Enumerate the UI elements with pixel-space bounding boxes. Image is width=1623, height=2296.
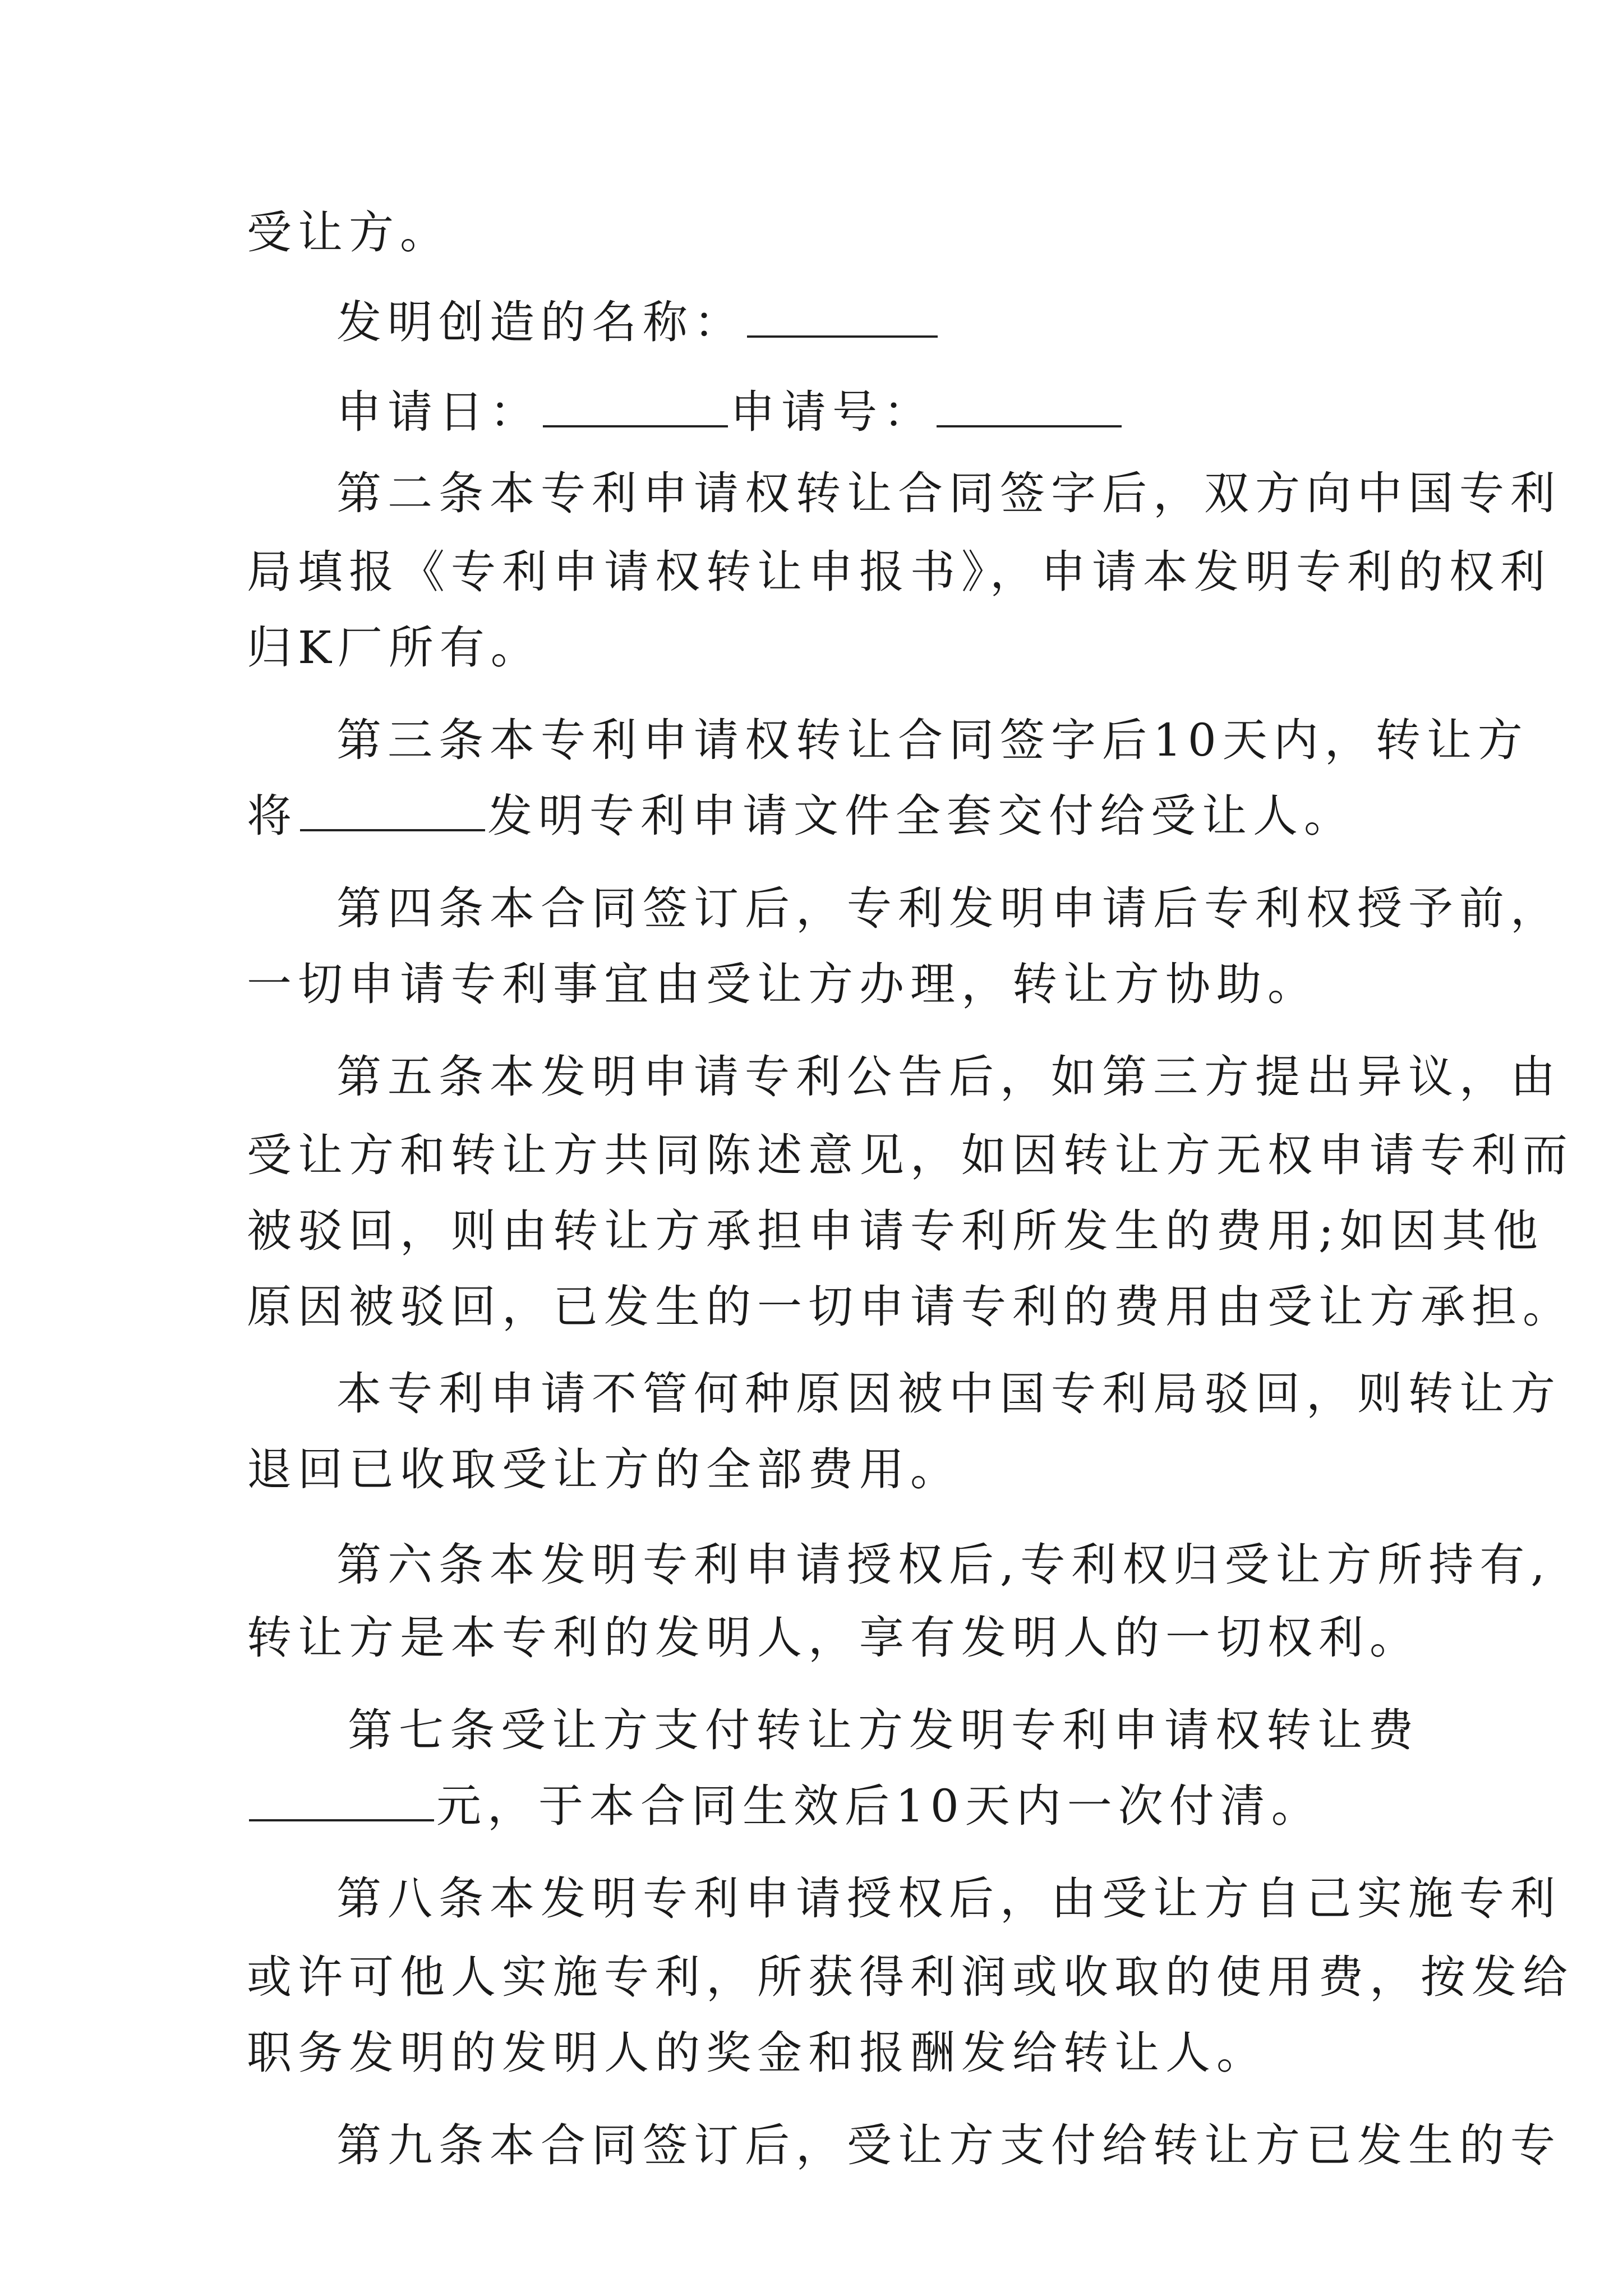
line-text: 第三条本专利申请权转让合同签字后10天内，转让方	[336, 714, 1529, 766]
paragraph-line	[247, 1114, 1574, 1198]
application-number-blank	[937, 392, 1122, 427]
line-text: 第二条本专利申请权转让合同签字后，双方向中国专利	[336, 467, 1561, 519]
application-date-blank	[543, 392, 728, 427]
line-text: 第五条本发明申请专利公告后，如第三方提出异议，由	[336, 1051, 1561, 1103]
line-text: 受让方。	[247, 206, 451, 259]
paragraph-line	[336, 867, 1561, 951]
invention-name-line	[336, 280, 1391, 365]
paragraph-line	[247, 606, 1391, 690]
paragraph-line	[336, 1857, 1561, 1941]
application-number-label: 申请号：	[730, 386, 934, 438]
line-text: 第七条受让方支付转让方发明专利申请权转让费	[348, 1704, 1419, 1756]
paragraph-line	[247, 1935, 1574, 2019]
application-date-number-line	[336, 370, 1391, 454]
line-text: 发明专利申请文件全套交付给受让人。	[487, 790, 1355, 842]
paragraph-line	[336, 698, 1529, 783]
line-text: 将	[247, 790, 298, 842]
paragraph-line	[247, 1428, 1391, 1512]
paragraph-line	[247, 942, 1391, 1027]
line-text: 第八条本发明专利申请授权后，由受让方自己实施专利	[336, 1872, 1561, 1925]
paragraph-line	[336, 1035, 1561, 1119]
line-text: 本专利申请不管何种原因被中国专利局驳回，则转让方	[336, 1368, 1561, 1420]
paragraph-line	[336, 1352, 1561, 1436]
paragraph-line	[336, 452, 1561, 536]
paragraph-line	[247, 774, 1391, 858]
line-text: 被驳回，则由转让方承担申请专利所发生的费用;如因其他	[247, 1205, 1544, 1257]
invention-name-blank	[747, 302, 938, 338]
paragraph-line	[247, 530, 1551, 614]
text-line	[247, 191, 1391, 275]
line-text: 归K厂所有。	[247, 622, 542, 674]
line-text: 第九条本合同签订后，受让方支付给转让方已发生的专	[336, 2119, 1561, 2171]
paragraph-line	[336, 2104, 1561, 2188]
line-text: 原因被驳回，已发生的一切申请专利的费用由受让方承担。	[247, 1281, 1574, 1333]
line-text: 转让方是本专利的发明人，享有发明人的一切权利。	[247, 1612, 1421, 1664]
paragraph-line	[336, 1523, 1551, 1607]
line-text: 一切申请专利事宜由受让方办理，转让方协助。	[247, 958, 1318, 1010]
paragraph-line	[348, 1688, 1419, 1773]
paragraph-line	[247, 1189, 1544, 1273]
paragraph-line	[247, 1265, 1574, 1349]
document-blank	[300, 795, 485, 831]
line-text: 第六条本发明专利申请授权后,专利权归受让方所持有,	[336, 1539, 1551, 1591]
fee-blank	[249, 1786, 434, 1821]
line-text: 或许可他人实施专利，所获得利润或收取的使用费，按发给	[247, 1951, 1574, 2003]
line-text: 职务发明的发明人的奖金和报酬发给转让人。	[247, 2027, 1267, 2079]
line-text: 受让方和转让方共同陈述意见，如因转让方无权申请专利而	[247, 1129, 1574, 1181]
line-text: 发明创造的名称：	[336, 296, 745, 348]
paragraph-line	[247, 1596, 1421, 1680]
line-text: 退回已收取受让方的全部费用。	[247, 1443, 961, 1496]
line-text: 第四条本合同签订后，专利发明申请后专利权授予前，	[336, 882, 1561, 935]
line-text: 元，于本合同生效后10天内一次付清。	[436, 1780, 1322, 1832]
application-date-label: 申请日：	[336, 386, 541, 438]
paragraph-line	[247, 2011, 1391, 2095]
paragraph-line	[247, 1764, 1391, 1848]
line-text: 局填报《专利申请权转让申报书》，申请本发明专利的权利	[247, 546, 1551, 598]
